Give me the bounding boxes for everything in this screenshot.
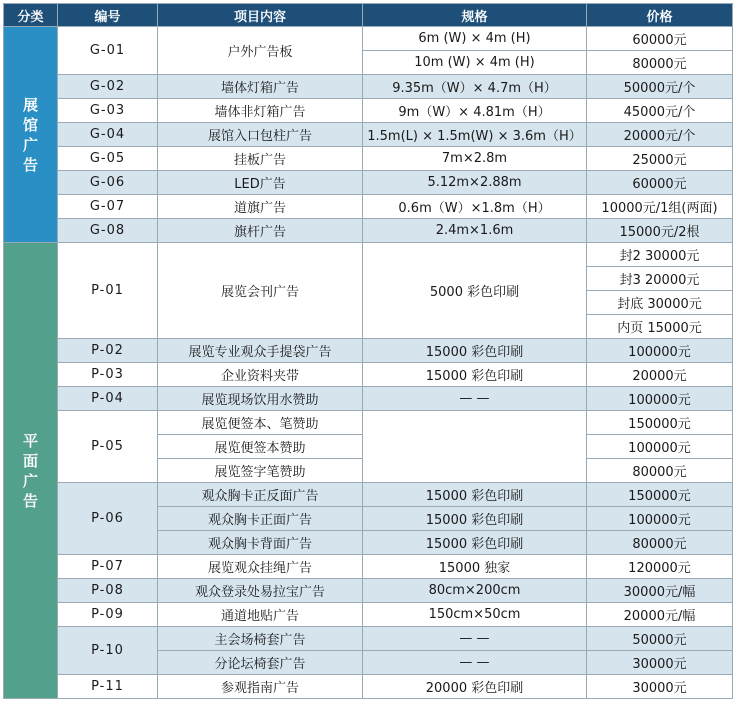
item-cell: 观众胸卡正面广告 [158,507,363,531]
table-row [4,387,733,411]
code-cell: P-03 [58,363,158,387]
code-cell: P-02 [58,339,158,363]
price-cell: 25000元 [587,147,733,171]
spec-cell: 15000 彩色印刷 [363,507,587,531]
code-cell: P-07 [58,555,158,579]
spec-cell: 9m（W）× 4.81m（H） [363,99,587,123]
spec-cell: 15000 彩色印刷 [363,339,587,363]
item-cell: 观众登录处易拉宝广告 [158,579,363,603]
table-row [4,75,733,99]
item-cell: 展馆入口包柱广告 [158,123,363,147]
price-cell: 60000元 [587,27,733,51]
price-cell: 100000元 [587,435,733,459]
code-cell: P-08 [58,579,158,603]
spec-cell: 1.5m(L) × 1.5m(W) × 3.6m（H） [363,123,587,147]
spec-cell: 5.12m×2.88m [363,171,587,195]
item-cell: 墙体非灯箱广告 [158,99,363,123]
table-row [4,579,733,603]
price-cell: 80000元 [587,459,733,483]
spec-cell: 6m (W) × 4m (H) [363,27,587,51]
price-cell: 45000元/个 [587,99,733,123]
code-cell: P-01 [58,243,158,339]
spec-cell [363,411,587,483]
price-cell: 封底 30000元 [587,291,733,315]
item-cell: 展览签字笔赞助 [158,459,363,483]
spec-cell: 9.35m（W）× 4.7m（H） [363,75,587,99]
table-row [4,675,733,699]
code-cell: P-11 [58,675,158,699]
table-row [4,147,733,171]
price-cell: 封3 20000元 [587,267,733,291]
header-code: 编号 [58,4,158,27]
price-cell: 内页 15000元 [587,315,733,339]
header-row [4,4,733,27]
price-cell: 15000元/2根 [587,219,733,243]
code-cell: P-05 [58,411,158,483]
table-row [4,99,733,123]
code-cell: G-07 [58,195,158,219]
price-cell: 100000元 [587,387,733,411]
price-cell: 100000元 [587,339,733,363]
code-cell: G-02 [58,75,158,99]
spec-cell: 20000 彩色印刷 [363,675,587,699]
table-row [4,219,733,243]
spec-cell: 5000 彩色印刷 [363,243,587,339]
price-cell: 30000元 [587,675,733,699]
spec-cell: — — [363,651,587,675]
code-cell: G-06 [58,171,158,195]
price-cell: 封2 30000元 [587,243,733,267]
code-cell: G-04 [58,123,158,147]
item-cell: 旗杆广告 [158,219,363,243]
spec-cell: — — [363,627,587,651]
header-price: 价格 [587,4,733,27]
ad-price-table [3,3,733,699]
table-row [4,363,733,387]
table-row [4,339,733,363]
item-cell: 通道地贴广告 [158,603,363,627]
price-cell: 20000元 [587,363,733,387]
price-cell: 10000元/1组(两面) [587,195,733,219]
item-cell: 展览现场饮用水赞助 [158,387,363,411]
spec-cell: 80cm×200cm [363,579,587,603]
category-print: 平面广告 [4,243,58,699]
item-cell: 展览便签本、笔赞助 [158,411,363,435]
code-cell: G-05 [58,147,158,171]
item-cell: 户外广告板 [158,27,363,75]
spec-cell: 15000 彩色印刷 [363,363,587,387]
item-cell: 展览会刊广告 [158,243,363,339]
table-row [4,555,733,579]
spec-cell: 15000 独家 [363,555,587,579]
item-cell: 主会场椅套广告 [158,627,363,651]
price-cell: 150000元 [587,411,733,435]
table-row [4,195,733,219]
price-cell: 30000元/幅 [587,579,733,603]
table-row [4,27,733,51]
code-cell: G-08 [58,219,158,243]
item-cell: 观众胸卡正反面广告 [158,483,363,507]
spec-cell: 7m×2.8m [363,147,587,171]
price-cell: 50000元 [587,627,733,651]
item-cell: 参观指南广告 [158,675,363,699]
spec-cell: 2.4m×1.6m [363,219,587,243]
price-cell: 80000元 [587,51,733,75]
category-exhibition: 展馆广告 [4,27,58,243]
code-cell: P-10 [58,627,158,675]
price-cell: 120000元 [587,555,733,579]
spec-cell: 15000 彩色印刷 [363,483,587,507]
price-cell: 20000元/个 [587,123,733,147]
item-cell: 展览便签本赞助 [158,435,363,459]
table-row [4,123,733,147]
header-item: 项目内容 [158,4,363,27]
price-cell: 100000元 [587,507,733,531]
code-cell: P-04 [58,387,158,411]
table-row [4,243,733,267]
table-row [4,411,733,435]
price-cell: 20000元/幅 [587,603,733,627]
header-spec: 规格 [363,4,587,27]
spec-cell: — — [363,387,587,411]
item-cell: 企业资料夹带 [158,363,363,387]
spec-cell: 150cm×50cm [363,603,587,627]
item-cell: 挂板广告 [158,147,363,171]
item-cell: LED广告 [158,171,363,195]
price-cell: 150000元 [587,483,733,507]
code-cell: G-03 [58,99,158,123]
item-cell: 墙体灯箱广告 [158,75,363,99]
table-row [4,171,733,195]
price-cell: 80000元 [587,531,733,555]
item-cell: 观众胸卡背面广告 [158,531,363,555]
spec-cell: 10m (W) × 4m (H) [363,51,587,75]
spec-cell: 15000 彩色印刷 [363,531,587,555]
code-cell: P-06 [58,483,158,555]
spec-cell: 0.6m（W）×1.8m（H） [363,195,587,219]
code-cell: P-09 [58,603,158,627]
table-row [4,483,733,507]
price-cell: 50000元/个 [587,75,733,99]
item-cell: 道旗广告 [158,195,363,219]
table-row [4,603,733,627]
table-row [4,627,733,651]
header-category: 分类 [4,4,58,27]
item-cell: 展览专业观众手提袋广告 [158,339,363,363]
item-cell: 展览观众挂绳广告 [158,555,363,579]
item-cell: 分论坛椅套广告 [158,651,363,675]
code-cell: G-01 [58,27,158,75]
price-cell: 30000元 [587,651,733,675]
price-cell: 60000元 [587,171,733,195]
